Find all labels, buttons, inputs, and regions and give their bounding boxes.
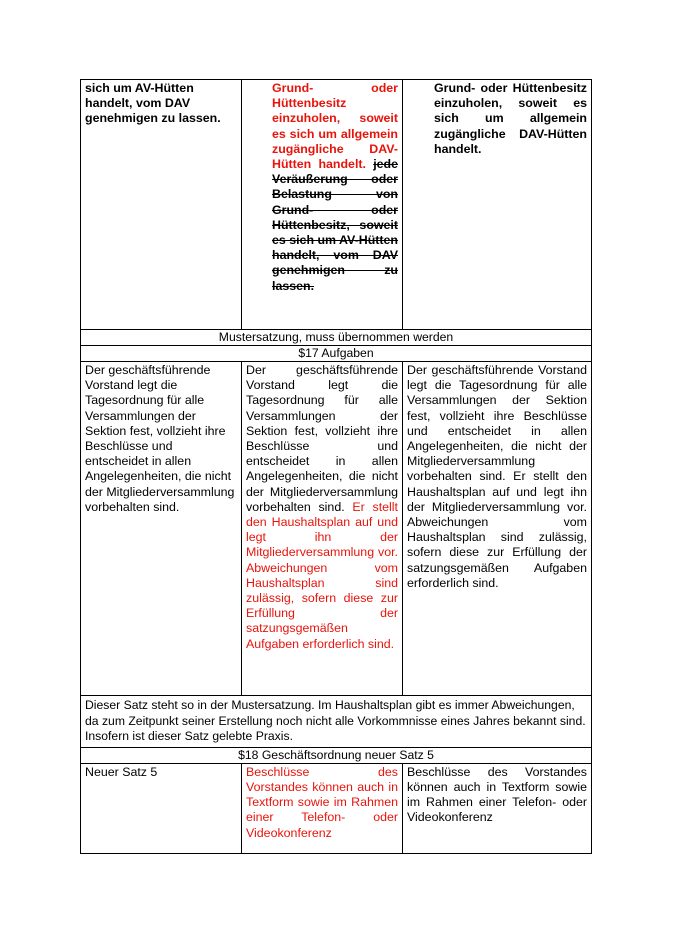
cell-new-text: [242, 362, 403, 696]
added-text: Beschlüsse des Vorstandes können auch in Textform sowie im Rahmen einer Telefon- oder Videokonferenz: [246, 764, 398, 840]
added-text: Grund- oder Hüttenbesitz einzuholen, soweit es sich um allgemein zugängliche DAV-Hütten handelt.: [272, 81, 398, 172]
table-row: [81, 747, 592, 763]
cell-old-text: [81, 763, 242, 853]
cell-old-text: [81, 80, 242, 330]
added-text: Er stellt den Haushaltsplan auf und legt ihn der Mitgliederversammlung vor. Abweichungen vom Haushaltsplan sind zulässig, sofern diese zur Erfüllung der satzungsgemäßen Aufgaben erforderlich sind.: [246, 499, 398, 651]
cell-old-text: [81, 362, 242, 696]
table-row: [81, 696, 592, 748]
section-heading-18: $18 Geschäftsordnung neuer Satz 5: [81, 747, 592, 763]
old-text: Der geschäftsführende Vorstand legt die Tagesordnung für alle Versammlungen der Sektion fest, vollzieht ihre Beschlüsse und entscheidet in allen Angelegenheiten, die nicht der Mitgliederversammlung vorbehalten sind.: [85, 363, 235, 514]
table-row: [81, 330, 592, 346]
cell-clean-text: [403, 80, 592, 330]
old-text: sich um AV-Hütten handelt, vom DAV genehmigen zu lassen.: [85, 81, 221, 126]
clean-text: Beschlüsse des Vorstandes können auch in Textform sowie im Rahmen einer Telefon- oder Videokonferenz: [407, 764, 587, 825]
cell-clean-text: [403, 763, 592, 853]
unchanged-text: Der geschäftsführende Vorstand legt die Tagesordnung für alle Versammlungen der Sektion fest, vollzieht ihre Beschlüsse und entscheidet in allen Angelegenheiten, die nicht der Mitgliederversammlung vorbehalten sind.: [246, 363, 398, 514]
clean-text: Grund- oder Hüttenbesitz einzuholen, soweit es sich um allgemein zugängliche DAV-Hütten handelt.: [434, 81, 587, 156]
cell-clean-text: [403, 362, 592, 696]
deleted-text: jede Veräußerung oder Belastung von Grund- oder Hüttenbesitz, soweit es sich um AV-Hütten handelt, vom DAV genehmigen zu lassen.: [272, 157, 398, 293]
cell-new-text: [242, 80, 403, 330]
section-heading-17: $17 Aufgaben: [81, 346, 592, 362]
table-row: [81, 763, 592, 853]
note-haushaltsplan: Dieser Satz steht so in der Mustersatzung. Im Haushaltsplan gibt es immer Abweichungen, da zum Zeitpunkt seiner Erstellung noch nicht alle Vorkommnisse eines Jahres bekannt sind. Insofern ist dieser Satz gelebte Praxis.: [81, 696, 592, 748]
table-row: [81, 362, 592, 696]
clean-text: Der geschäftsführende Vorstand legt die Tagesordnung für alle Versammlungen der Sektion fest, vollzieht ihre Beschlüsse und entscheidet in allen Angelegenheiten, die nicht der Mitgliederversammlung vorbehalten sind. Er stellt den Haushaltsplan auf und legt ihn der Mitgliederversammlung vor. Abweichungen vom Haushaltsplan sind zulässig, sofern diese zur Erfüllung der satzungsgemäßen Aufgaben erforderlich sind.: [407, 363, 587, 590]
old-text: Neuer Satz 5: [85, 764, 158, 779]
note-mustersatzung: Mustersatzung, muss übernommen werden: [81, 330, 592, 346]
table-row: [81, 346, 592, 362]
cell-new-text: [242, 763, 403, 853]
comparison-table: [80, 79, 592, 854]
table-row: [81, 80, 592, 330]
